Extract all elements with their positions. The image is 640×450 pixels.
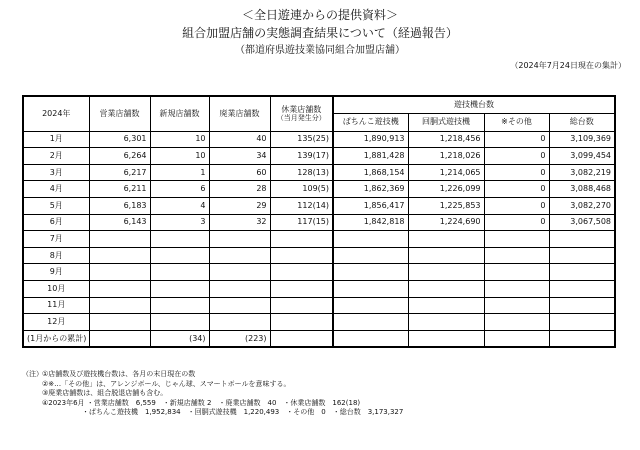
cell-pachislot: 1,218,456: [408, 131, 484, 148]
cell-pachinko: [333, 280, 408, 297]
cell-closed-stores: 60: [209, 164, 270, 181]
cell-suspended-stores: [270, 314, 333, 331]
header-suspended-sub: （当月発生分）: [276, 113, 326, 122]
total-label: (1月からの累計): [23, 330, 89, 347]
cell-new-stores: 3: [150, 214, 209, 231]
cell-pachinko: 1,842,818: [333, 214, 408, 231]
cell-stores: 6,264: [89, 148, 150, 165]
note-4: ④2023年6月 ・営業店舗数 6,559 ・新規店舗数 2 ・廃業店舗数 40 ・休業店舗数 162(18): [42, 398, 361, 407]
source-note: （都道府県遊技業協同組合加盟店舗）: [235, 45, 405, 56]
header-suspended-stores: [270, 96, 333, 131]
cell-total: 3,082,219: [549, 164, 615, 181]
cell-pachislot: [408, 280, 484, 297]
total-suspended: [270, 330, 333, 347]
cell-stores: [89, 231, 150, 248]
table-row: [23, 247, 615, 264]
cell-month: 6月: [23, 214, 89, 231]
cell-total: [549, 314, 615, 331]
total-pachinko: [333, 330, 408, 347]
cell-month: 4月: [23, 181, 89, 198]
cell-pachinko: 1,868,154: [333, 164, 408, 181]
cell-month: 3月: [23, 164, 89, 181]
cell-pachislot: [408, 231, 484, 248]
cell-other: 0: [484, 197, 549, 214]
total-row: [23, 330, 615, 347]
cell-new-stores: [150, 231, 209, 248]
table-row: [23, 231, 615, 248]
footnotes: [22, 370, 403, 418]
cell-other: [484, 297, 549, 314]
cell-total: 3,088,468: [549, 181, 615, 198]
cell-pachislot: 1,214,065: [408, 164, 484, 181]
cell-suspended-stores: [270, 247, 333, 264]
cell-month: 9月: [23, 264, 89, 281]
cell-closed-stores: [209, 297, 270, 314]
as-of-date: （2024年7月24日現在の集計）: [510, 61, 626, 70]
cell-suspended-stores: 109(5): [270, 181, 333, 198]
cell-new-stores: [150, 247, 209, 264]
cell-suspended-stores: [270, 297, 333, 314]
header-year: 2024年: [23, 96, 89, 131]
note-1: ①店舗数及び遊技機台数は、各月の末日現在の数: [42, 370, 196, 378]
cell-total: [549, 231, 615, 248]
note-5: ・ぱちんこ遊技機 1,952,834 ・回胴式遊技機 1,220,493 ・その他 0 ・総台数 3,173,327: [82, 408, 404, 417]
cell-suspended-stores: [270, 280, 333, 297]
header-pachislot: 回胴式遊技機: [408, 113, 484, 131]
cell-suspended-stores: [270, 231, 333, 248]
cell-pachinko: 1,856,417: [333, 197, 408, 214]
cell-stores: [89, 297, 150, 314]
cell-closed-stores: [209, 247, 270, 264]
cell-other: [484, 280, 549, 297]
cell-suspended-stores: 135(25): [270, 131, 333, 148]
table-row: [23, 164, 615, 181]
header-new-stores: 新規店舗数: [150, 96, 209, 131]
cell-other: 0: [484, 214, 549, 231]
cell-other: [484, 231, 549, 248]
cell-other: 0: [484, 148, 549, 165]
header-machines: 遊技機台数: [333, 96, 615, 113]
cell-total: 3,067,508: [549, 214, 615, 231]
cell-pachinko: 1,862,369: [333, 181, 408, 198]
notes-prefix: （注）: [22, 370, 43, 378]
page-title: ＜全日遊連からの提供資料＞: [241, 8, 398, 22]
cell-pachinko: [333, 231, 408, 248]
cell-closed-stores: [209, 264, 270, 281]
cell-new-stores: [150, 264, 209, 281]
cell-pachislot: [408, 314, 484, 331]
cell-suspended-stores: 117(15): [270, 214, 333, 231]
cell-total: 3,099,454: [549, 148, 615, 165]
cell-stores: [89, 280, 150, 297]
cell-total: [549, 280, 615, 297]
table-row: [23, 280, 615, 297]
cell-month: 7月: [23, 231, 89, 248]
cell-other: [484, 264, 549, 281]
survey-table: [22, 95, 616, 348]
header-stores: 営業店舗数: [89, 96, 150, 131]
cell-new-stores: [150, 297, 209, 314]
cell-closed-stores: 40: [209, 131, 270, 148]
header-pachinko: ぱちんこ遊技機: [333, 113, 408, 131]
cell-other: 0: [484, 164, 549, 181]
cell-closed-stores: [209, 314, 270, 331]
cell-stores: 6,217: [89, 164, 150, 181]
cell-total: 3,082,270: [549, 197, 615, 214]
cell-pachislot: 1,218,026: [408, 148, 484, 165]
cell-new-stores: 10: [150, 131, 209, 148]
cell-closed-stores: 29: [209, 197, 270, 214]
cell-pachinko: 1,890,913: [333, 131, 408, 148]
cell-new-stores: 4: [150, 197, 209, 214]
cell-closed-stores: [209, 280, 270, 297]
table-row: [23, 131, 615, 148]
cell-suspended-stores: 128(13): [270, 164, 333, 181]
cell-pachislot: [408, 247, 484, 264]
cell-total: [549, 247, 615, 264]
table-row: [23, 214, 615, 231]
note-3: ③廃業店舗数は、組合脱退店舗も含む。: [42, 389, 168, 398]
cell-stores: [89, 314, 150, 331]
cell-stores: [89, 264, 150, 281]
cell-other: 0: [484, 181, 549, 198]
cell-other: [484, 247, 549, 264]
cell-pachinko: [333, 264, 408, 281]
header-total: 総台数: [549, 113, 615, 131]
total-total: [549, 330, 615, 347]
cell-month: 12月: [23, 314, 89, 331]
cell-new-stores: [150, 314, 209, 331]
cell-pachislot: 1,225,853: [408, 197, 484, 214]
total-stores: [89, 330, 150, 347]
cell-pachislot: 1,224,690: [408, 214, 484, 231]
cell-new-stores: 1: [150, 164, 209, 181]
cell-stores: 6,211: [89, 181, 150, 198]
cell-other: 0: [484, 131, 549, 148]
note-2: ②※…「その他」は、アレンジボール、じゃん球、スマートボールを意味する。: [42, 379, 291, 388]
cell-closed-stores: 32: [209, 214, 270, 231]
cell-suspended-stores: 139(17): [270, 148, 333, 165]
cell-month: 2月: [23, 148, 89, 165]
table-body: [23, 131, 615, 347]
cell-closed-stores: 28: [209, 181, 270, 198]
table-row: [23, 181, 615, 198]
cell-pachinko: [333, 247, 408, 264]
table-row: [23, 314, 615, 331]
cell-total: [549, 264, 615, 281]
cell-other: [484, 314, 549, 331]
cell-new-stores: 10: [150, 148, 209, 165]
total-pachislot: [408, 330, 484, 347]
cell-suspended-stores: 112(14): [270, 197, 333, 214]
cell-new-stores: 6: [150, 181, 209, 198]
cell-month: 11月: [23, 297, 89, 314]
cell-total: 3,109,369: [549, 131, 615, 148]
total-new-stores: (34): [150, 330, 209, 347]
cell-month: 1月: [23, 131, 89, 148]
cell-new-stores: [150, 280, 209, 297]
table-row: [23, 264, 615, 281]
cell-pachinko: [333, 297, 408, 314]
total-closed-stores: (223): [209, 330, 270, 347]
cell-stores: 6,183: [89, 197, 150, 214]
header-other: ※その他: [484, 113, 549, 131]
cell-month: 8月: [23, 247, 89, 264]
header-suspended-label: 休業店舗数: [281, 104, 322, 114]
total-other: [484, 330, 549, 347]
cell-month: 5月: [23, 197, 89, 214]
cell-stores: 6,301: [89, 131, 150, 148]
cell-stores: 6,143: [89, 214, 150, 231]
cell-pachislot: 1,226,099: [408, 181, 484, 198]
cell-pachinko: [333, 314, 408, 331]
cell-month: 10月: [23, 280, 89, 297]
cell-total: [549, 297, 615, 314]
cell-pachislot: [408, 297, 484, 314]
table-row: [23, 197, 615, 214]
table-row: [23, 148, 615, 165]
header-closed-stores: 廃業店舗数: [209, 96, 270, 131]
cell-pachislot: [408, 264, 484, 281]
table-row: [23, 297, 615, 314]
cell-suspended-stores: [270, 264, 333, 281]
cell-stores: [89, 247, 150, 264]
cell-pachinko: 1,881,428: [333, 148, 408, 165]
cell-closed-stores: 34: [209, 148, 270, 165]
cell-closed-stores: [209, 231, 270, 248]
report-subtitle: 組合加盟店舗の実態調査結果について（経過報告）: [182, 26, 458, 40]
